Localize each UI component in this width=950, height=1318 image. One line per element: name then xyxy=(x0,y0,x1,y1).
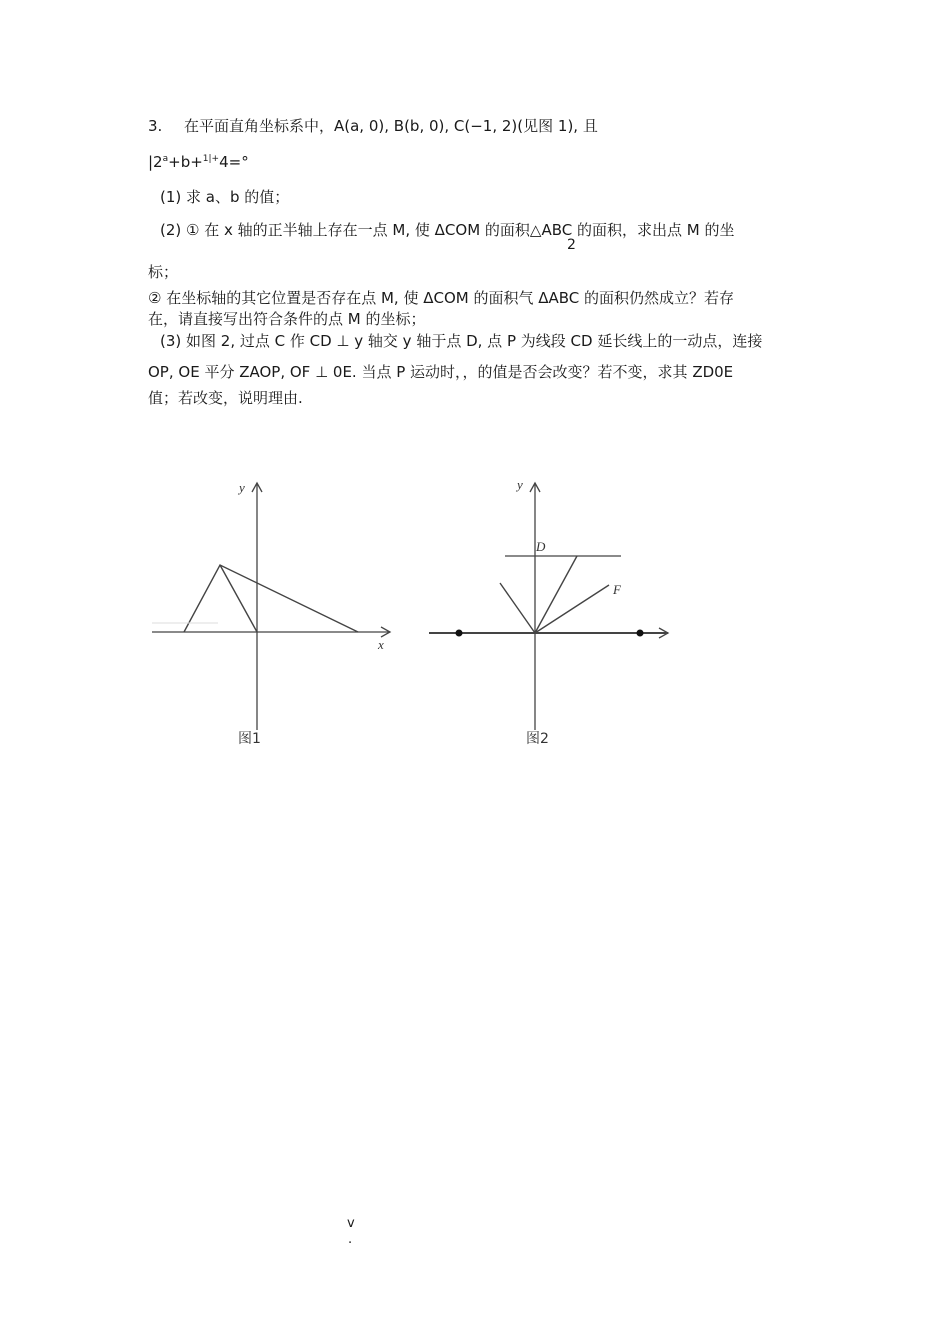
equation-part-1: |2 xyxy=(148,153,163,171)
question-2b-line-1: ② 在坐标轴的其它位置是否存在点 M, 使 ΔCOM 的面积气 ΔABC 的面积仍然成立？若存 xyxy=(148,289,735,307)
figure-1-caption: 图1 xyxy=(238,731,261,747)
question-2b-line-2: 在，请直接写出符合条件的点 M 的坐标； xyxy=(148,310,426,328)
equation-part-3: 4=° xyxy=(219,153,249,171)
figure-2-y-label: y xyxy=(517,477,523,492)
equation-sup-1: a xyxy=(162,154,169,164)
figure-1-y-label: y xyxy=(239,480,245,495)
segment-co xyxy=(220,565,257,632)
figure-2 xyxy=(425,475,685,755)
ray-of xyxy=(535,585,609,633)
problem-intro-line xyxy=(148,116,598,136)
ray-op xyxy=(535,556,577,633)
question-3-line-3: 值；若改变，说明理由. xyxy=(148,389,303,407)
footer-mark: v xyxy=(347,1216,355,1231)
point-b xyxy=(637,630,644,637)
question-2-line-1: (2) ① 在 x 轴的正半轴上存在一点 M, 使 ΔCOM 的面积△ABC 的面积，求出点 M 的坐 xyxy=(160,221,735,239)
equation-part-2: +b+ xyxy=(168,153,203,171)
question-3-line-2: OP, OE 平分 ZAOP, OF ⊥ 0E. 当点 P 运动时，，的值是否会改变？若不变，求其 ZD0E xyxy=(148,363,734,381)
question-3-line-1: (3) 如图 2, 过点 C 作 CD ⊥ y 轴交 y 轴于点 D, 点 P 为线段 CD 延长线上的一动点，连接 xyxy=(160,332,763,350)
question-2-fraction-denominator: 2 xyxy=(567,237,576,253)
figure-2-f-label: F xyxy=(613,582,621,597)
problem-equation xyxy=(148,152,249,175)
figure-1 xyxy=(148,475,408,755)
figure-1-x-label: x xyxy=(378,637,384,652)
question-2-line-2: 标； xyxy=(148,263,179,281)
problem-intro: 在平面直角坐标系中，A(a, 0), B(b, 0), C(−1, 2)(见图 1), 且 xyxy=(184,117,598,135)
footer-dot: . xyxy=(348,1232,353,1247)
problem-number: 3. xyxy=(148,117,163,135)
figure-2-d-label: D xyxy=(536,539,546,554)
equation-sup-2: 1|+ xyxy=(202,154,220,164)
figure-2-caption: 图2 xyxy=(526,731,549,747)
question-1: (1) 求 a、b 的值； xyxy=(160,188,290,206)
ray-oe xyxy=(500,583,535,633)
triangle-abc xyxy=(184,565,358,632)
point-a xyxy=(456,630,463,637)
